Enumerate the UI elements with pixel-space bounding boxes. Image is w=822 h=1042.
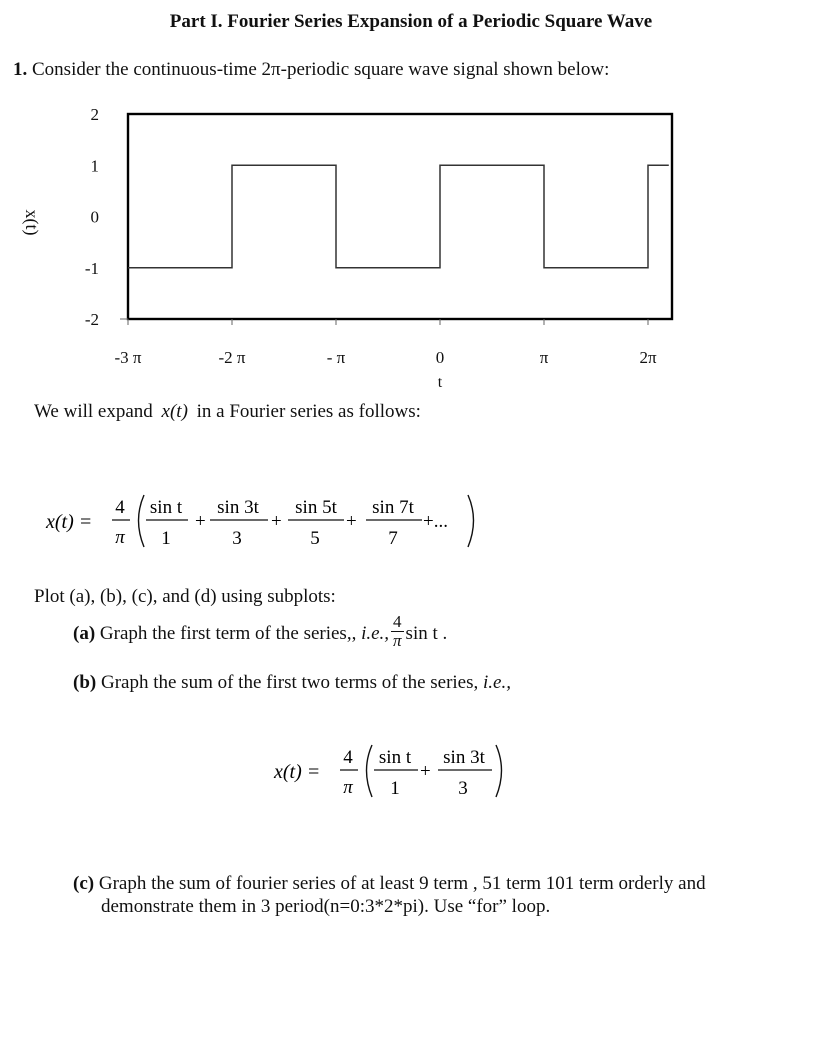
formula2-term1-den: 1 (390, 778, 400, 799)
square-wave-line (128, 165, 669, 267)
formula1-term4-num: sin 7t (372, 497, 414, 518)
part-b-label: (b) (73, 672, 97, 693)
formula1-coef-den: π (115, 527, 125, 548)
y-tick-label: 1 (90, 156, 99, 176)
formula1-tail: +... (423, 511, 448, 532)
y-axis-label: x(t) (22, 209, 42, 236)
formula1-term3-num: sin 5t (295, 497, 337, 518)
expand-after: in a Fourier series as follows: (196, 401, 421, 422)
part-b-text: Graph the sum of the first two terms of the series, (100, 672, 479, 693)
x-tick-label: -2 π (218, 348, 246, 367)
formula1-term1-num: sin t (149, 497, 183, 518)
formula1-term3-den: 5 (310, 528, 320, 549)
formula2-term2-num: sin 3t (443, 747, 485, 768)
y-tick-label: -2 (84, 310, 99, 329)
part-c (73, 872, 773, 918)
x-tick-label: -3 π (114, 348, 142, 367)
part-c-line1: Graph the sum of fourier series of at least 9 term , 51 term 101 term orderly and (98, 873, 706, 894)
formula1-term4-den: 7 (388, 528, 398, 549)
question-number: 1. (13, 59, 28, 80)
formula1-term1-den: 1 (161, 528, 171, 549)
formula2-coef-den: π (343, 777, 353, 798)
formula1-left-paren (139, 495, 145, 547)
formula2-coef-num: 4 (343, 747, 353, 768)
formula1-plus-2: + (271, 511, 282, 532)
x-tick-label: - π (326, 348, 346, 367)
formula1-right-paren (468, 495, 474, 547)
part-b (73, 672, 511, 694)
part-c-label: (c) (73, 873, 95, 894)
expand-before: We will expand (34, 401, 153, 422)
formula2-lhs: x(t) = (274, 761, 321, 783)
formula1-plus-3: + (346, 511, 357, 532)
formula2-right-paren (496, 745, 502, 797)
expand-sentence (34, 401, 421, 423)
x-tick-label: 0 (435, 348, 445, 367)
fourier-series-formula (40, 485, 500, 555)
page-title: Part I. Fourier Series Expansion of a Periodic Square Wave (169, 11, 653, 32)
formula1-plus-1: + (195, 511, 206, 532)
part-a-expr (406, 623, 448, 644)
x-tick-label: 2π (639, 348, 657, 367)
formula1-lhs: x(t) = (46, 511, 93, 533)
x-axis-label: t (437, 374, 443, 391)
y-tick-label: -1 (84, 258, 99, 278)
formula2-plus: + (420, 761, 431, 782)
part-a-label: (a) (73, 622, 96, 644)
part-c-line2: demonstrate them in 3 period(n=0:3*2*pi). Use “for” loop. (101, 896, 551, 917)
part-a (73, 612, 448, 653)
x-tick-label: π (539, 348, 549, 367)
expand-expr: x(t) (161, 401, 188, 422)
formula2-left-paren (367, 745, 373, 797)
square-wave-chart (0, 95, 700, 395)
part-a-den: π (393, 631, 402, 650)
formula1-coef-num: 4 (115, 497, 125, 518)
formula1-term2-den: 3 (232, 528, 242, 549)
part-a-expr-text: sin t . (405, 622, 448, 644)
part-a-text: Graph the first term of the series,, (99, 622, 357, 644)
question-text: Consider the continuous-time 2π-periodic square wave signal shown below: (32, 59, 610, 80)
y-tick-label: 0 (90, 207, 99, 227)
y-tick-label: 2 (90, 105, 99, 124)
plot-instruction: Plot (a), (b), (c), and (d) using subplots: (34, 586, 336, 607)
part-b-ie: i.e., (483, 672, 511, 693)
formula2-term1-num: sin t (378, 747, 412, 768)
part-a-ie: i.e., (361, 622, 390, 644)
two-term-formula (268, 735, 528, 805)
part-a-fraction (391, 613, 404, 650)
part-a-num: 4 (393, 612, 402, 631)
question-1 (13, 59, 609, 81)
plot-frame (128, 114, 672, 319)
formula2-term2-den: 3 (458, 778, 468, 799)
formula1-term2-num: sin 3t (217, 497, 259, 518)
